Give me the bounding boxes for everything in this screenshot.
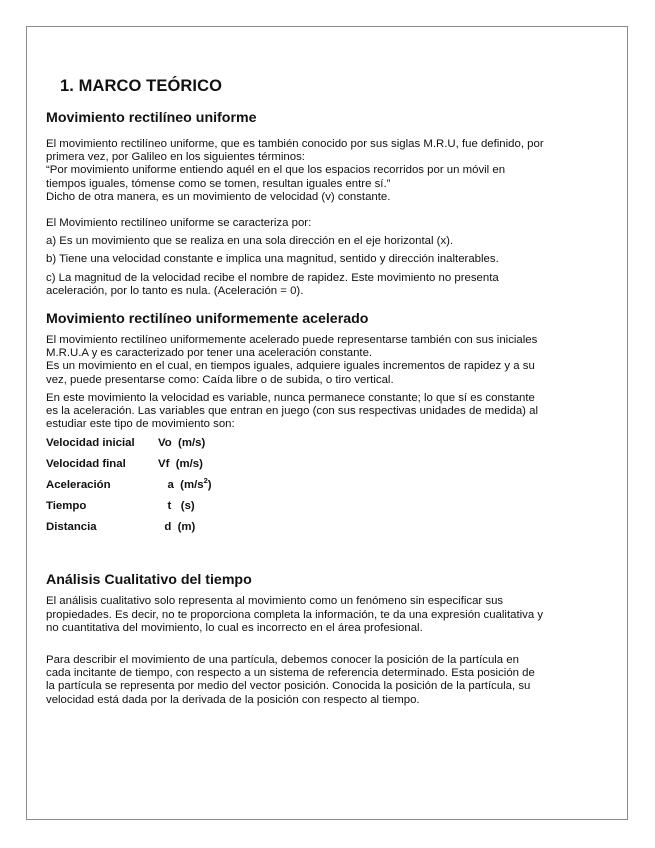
variable-row <box>46 500 612 521</box>
mrua-heading: Movimiento rectilíneo uniformemente acelerado <box>46 311 369 328</box>
text-line: velocidad está dada por la derivada de la posición con respecto al tiempo. <box>46 693 420 706</box>
variable-symbol: Vo (m/s) <box>158 437 206 450</box>
variable-row <box>46 458 612 479</box>
text-line: no cuantitativa del movimiento, lo cual es incorrecto en el área profesional. <box>46 621 423 634</box>
variable-symbol: d (m) <box>158 521 196 534</box>
text-line: primera vez, por Galileo en los siguientes términos: <box>46 151 305 164</box>
text-line: Es un movimiento en el cual, en tiempos iguales, adquiere iguales incrementos de rapidez y a su <box>46 360 535 373</box>
text-line: es la aceleración. Las variables que entran en juego (con sus respectivas unidades de medida) al <box>46 405 538 418</box>
page-content <box>46 77 612 707</box>
mru-item-b: b) Tiene una velocidad constante e implica una magnitud, sentido y dirección inalterables. <box>46 253 499 266</box>
text-line: c) La magnitud de la velocidad recibe el nombre de rapidez. Este movimiento no presenta <box>46 271 499 284</box>
mrua-paragraph-1 <box>46 334 612 387</box>
text-line: El movimiento rectilíneo uniforme, que es también conocido por sus siglas M.R.U, fue definido, por <box>46 138 544 150</box>
document-page <box>26 26 628 820</box>
mru-characterized: El Movimiento rectilíneo uniforme se caracteriza por: <box>46 217 312 230</box>
variable-name: Tiempo <box>46 500 87 513</box>
text-line: vez, puede presentarse como: Caída libre o de subida, o tiro vertical. <box>46 373 394 386</box>
text-line: “Por movimiento uniforme entiendo aquél en el que los espacios recorridos por un móvil en <box>46 164 506 177</box>
text-line: El movimiento rectilíneo uniformemente acelerado puede representarse también con sus iniciales <box>46 334 538 347</box>
text-line: propiedades. Es decir, no te proporciona completa la información, te da una expresión cualitativa y <box>46 608 544 621</box>
variables-list <box>46 437 612 542</box>
text-line: El análisis cualitativo solo representa al movimiento como un fenómeno sin especificar sus <box>46 595 504 608</box>
text-line: cada incitante de tiempo, con respecto a un sistema de referencia determinado. Esta posición de <box>46 667 535 680</box>
text-line: tiempos iguales, tómense como se tomen, resultan iguales entre sí.” <box>46 177 391 190</box>
analysis-heading: Análisis Cualitativo del tiempo <box>46 572 252 589</box>
mru-intro-paragraph <box>46 138 612 204</box>
analysis-paragraph-1 <box>46 595 612 635</box>
mru-item-c <box>46 272 612 298</box>
text-line: Dicho de otra manera, es un movimiento de velocidad (v) constante. <box>46 190 391 203</box>
text-line: En este movimiento la velocidad es variable, nunca permanece constante; lo que sí es constante <box>46 391 535 404</box>
text-line: la partícula se representa por medio del vector posición. Conocida la posición de la partícula, su <box>46 680 531 693</box>
mru-item-a: a) Es un movimiento que se realiza en una sola dirección en el eje horizontal (x). <box>46 235 454 248</box>
mru-heading: Movimiento rectilíneo uniforme <box>46 110 257 126</box>
variable-name: Distancia <box>46 521 97 534</box>
variable-name: Aceleración <box>46 479 111 492</box>
section-title: 1. MARCO TEÓRICO <box>60 77 223 95</box>
mrua-paragraph-2 <box>46 392 612 432</box>
text-line: Para describir el movimiento de una partícula, debemos conocer la posición de la partícula en <box>46 654 519 667</box>
text-line: estudiar este tipo de movimiento son: <box>46 418 235 431</box>
variable-symbol: t (s) <box>158 500 195 513</box>
variable-symbol-tail: ) <box>207 479 212 492</box>
variable-name: Velocidad final <box>46 458 126 471</box>
variable-row <box>46 521 612 542</box>
variable-symbol-text: a (m/s <box>158 479 204 492</box>
variable-name: Velocidad inicial <box>46 437 135 450</box>
exponent: 2 <box>203 476 208 486</box>
variable-row <box>46 437 612 458</box>
variable-symbol <box>158 476 212 500</box>
text-line: aceleración, por lo tanto es nula. (Aceleración = 0). <box>46 284 304 297</box>
text-line: M.R.U.A y es caracterizado por tener una aceleración constante. <box>46 347 373 360</box>
analysis-paragraph-2 <box>46 654 612 707</box>
variable-symbol: Vf (m/s) <box>158 458 203 471</box>
variable-row <box>46 476 612 500</box>
